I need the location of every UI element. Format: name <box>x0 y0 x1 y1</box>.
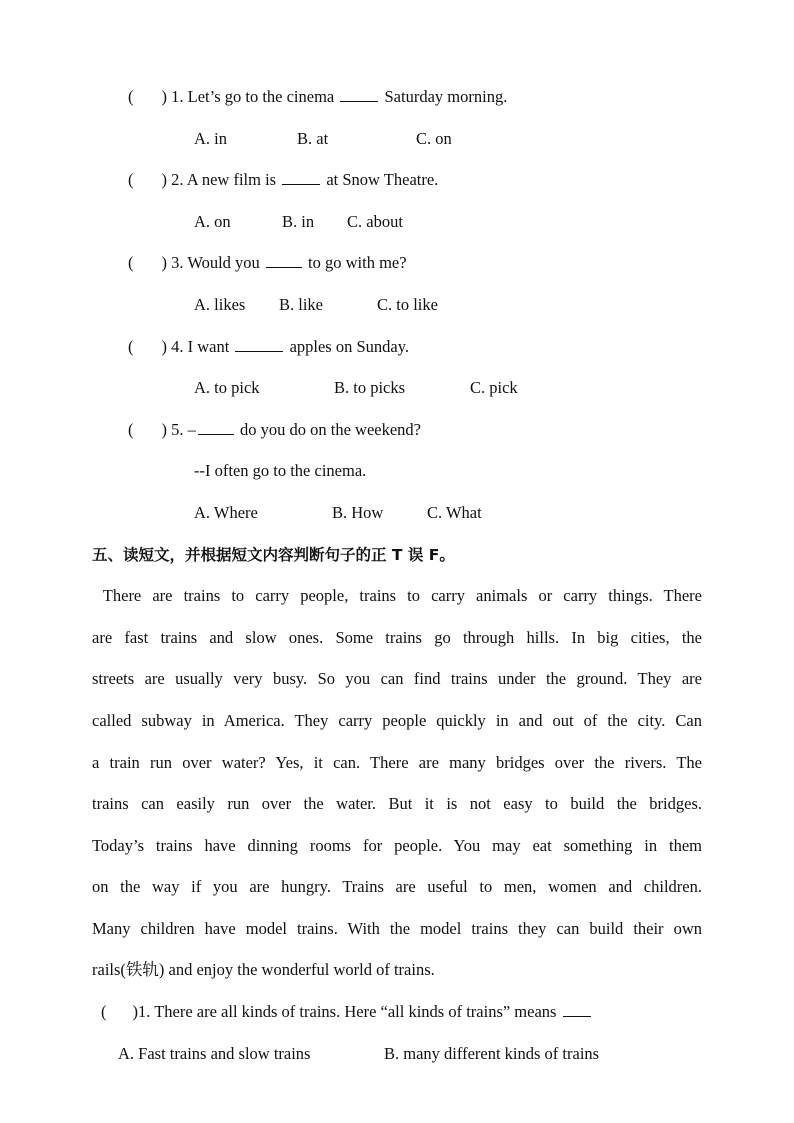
question-text: ) 2. A new film is <box>161 170 277 189</box>
question-text-after: Saturday morning. <box>384 87 508 106</box>
answer-blank[interactable] <box>266 253 302 268</box>
passage-line: a train run over water? Yes, it can. There are many bridges over the rivers. The <box>92 753 702 772</box>
answer-blank[interactable] <box>340 87 378 102</box>
question-text: )1. There are all kinds of trains. Here “all kinds of trains” means <box>132 1002 557 1021</box>
answer-blank[interactable] <box>563 1002 591 1017</box>
open-paren: ( <box>128 420 134 439</box>
option-b: B. many different kinds of trains <box>384 1044 600 1063</box>
reading-question-1 <box>101 1002 593 1022</box>
passage-line: Today’s trains have dinning rooms for people. You may eat something in them <box>92 836 702 855</box>
passage-line: are fast trains and slow ones. Some trains go through hills. In big cities, the <box>92 628 702 647</box>
answer-blank[interactable] <box>282 170 320 185</box>
section-heading: 五、读短文，并根据短文内容判断句子的正 T 误 F。 <box>92 546 455 564</box>
question-2 <box>128 170 438 190</box>
passage-line: on the way if you are hungry. Trains are useful to men, women and children. <box>92 877 702 896</box>
question-5 <box>128 420 421 440</box>
option-c: C. to like <box>377 295 438 314</box>
option-b: B. in <box>282 212 315 231</box>
open-paren: ( <box>128 253 134 272</box>
passage-line: Many children have model trains. With the model trains they can build their own <box>92 919 702 938</box>
passage-line: streets are usually very busy. So you can find trains under the ground. They are <box>92 669 702 688</box>
open-paren: ( <box>128 337 134 356</box>
question-text: ) 4. I want <box>161 337 230 356</box>
question-text-after: do you do on the weekend? <box>240 420 421 439</box>
open-paren: ( <box>128 87 134 106</box>
question-text-after: apples on Sunday. <box>289 337 410 356</box>
answer-blank[interactable] <box>198 420 234 435</box>
option-c: C. on <box>416 129 452 148</box>
option-a: A. likes <box>194 295 246 314</box>
option-a: A. to pick <box>194 378 260 397</box>
question-text: ) 1. Let’s go to the cinema <box>161 87 335 106</box>
option-b: B. like <box>279 295 323 314</box>
question-text-after: to go with me? <box>308 253 407 272</box>
option-b: B. at <box>297 129 329 148</box>
option-b: B. to picks <box>334 378 406 397</box>
passage-line: called subway in America. They carry people quickly in and out of the city. Can <box>92 711 702 730</box>
question-text-after: at Snow Theatre. <box>326 170 439 189</box>
option-a: A. in <box>194 129 227 148</box>
option-c: C. What <box>427 503 482 522</box>
open-paren: ( <box>128 170 134 189</box>
passage-line: There are trains to carry people, trains to carry animals or carry things. There <box>92 586 702 605</box>
passage-line: rails(铁轨) and enjoy the wonderful world of trains. <box>92 960 435 979</box>
open-paren: ( <box>101 1002 107 1021</box>
option-c: C. about <box>347 212 403 231</box>
question-4 <box>128 337 409 357</box>
option-a: A. on <box>194 212 231 231</box>
question-text: ) 5. – <box>161 420 196 439</box>
option-a: A. Where <box>194 503 258 522</box>
question-text: ) 3. Would you <box>161 253 260 272</box>
option-c: C. pick <box>470 378 518 397</box>
question-1 <box>128 87 507 107</box>
option-a: A. Fast trains and slow trains <box>118 1044 311 1063</box>
question-5-answer-line: --I often go to the cinema. <box>194 461 367 480</box>
option-b: B. How <box>332 503 384 522</box>
passage-line: trains can easily run over the water. But it is not easy to build the bridges. <box>92 794 702 813</box>
answer-blank[interactable] <box>235 337 283 352</box>
question-3 <box>128 253 407 273</box>
